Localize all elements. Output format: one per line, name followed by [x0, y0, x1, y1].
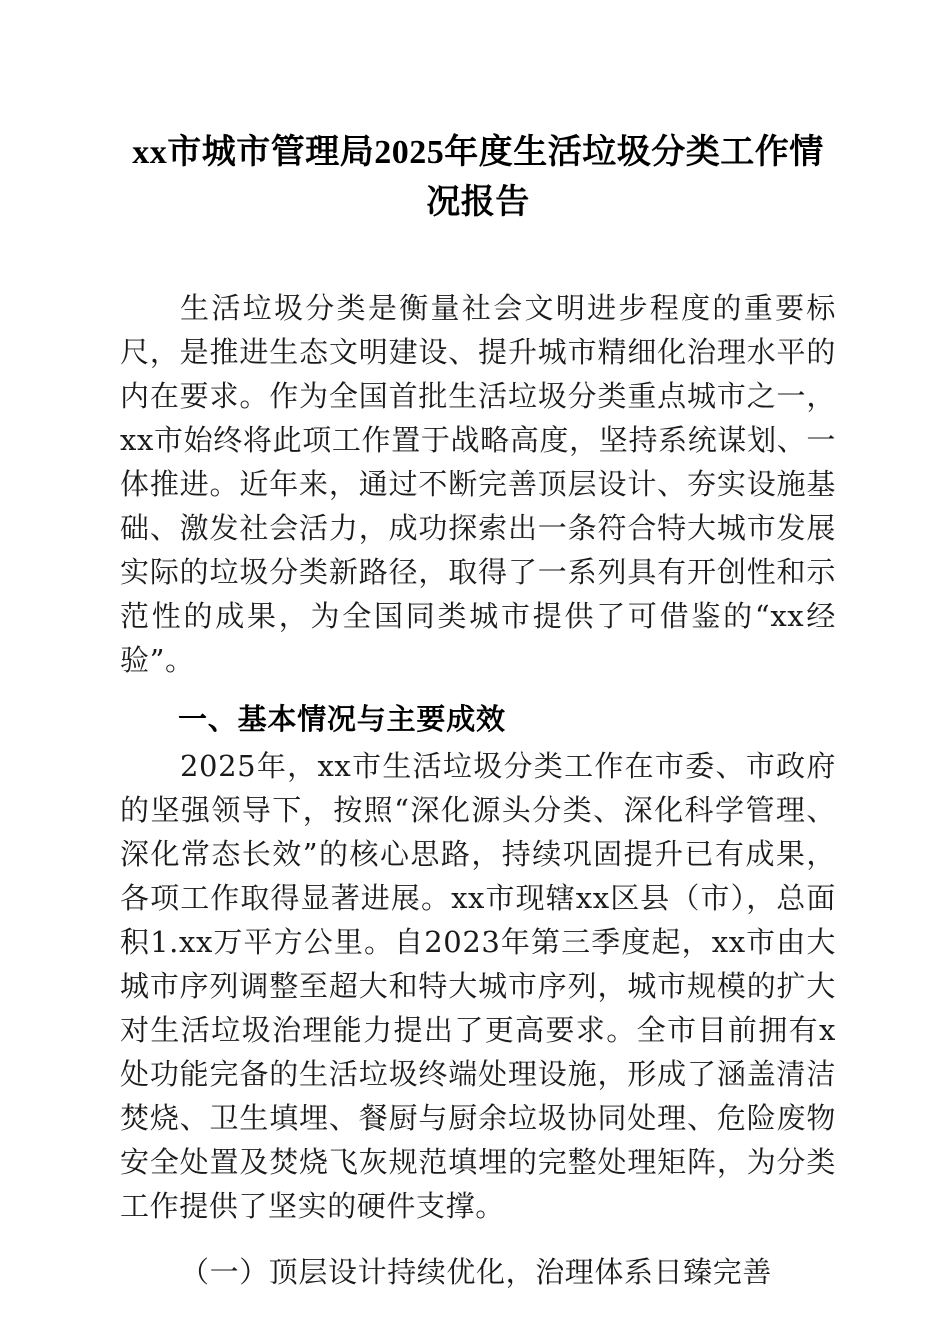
document-title: xx市城市管理局2025年度生活垃圾分类工作情况报告	[132, 134, 824, 221]
subsection-heading-top-level-design: （一）顶层设计持续优化，治理体系日臻完善	[180, 1255, 773, 1289]
section-1-paragraph: 2025年，xx市生活垃圾分类工作在市委、市政府的坚强领导下，按照“深化源头分类、深化科学管理、深化常态长效”的核心思路，持续巩固提升已有成果，各项工作取得显著进展。xx市现辖xx区县（市），总面积1.xx万平方公里。自2023年第三季度起，xx市由大城市序列调整至超大和特大城市序列，城市规模的扩大对生活垃圾治理能力提出了更高要求。全市目前拥有x处功能完备的生活垃圾终端处理设施，形成了涵盖清洁焚烧、卫生填埋、餐厨与厨余垃圾协同处理、危险废物安全处置及焚烧飞灰规范填埋的完整处理矩阵，为分类工作提供了坚实的硬件支撑。	[120, 749, 836, 1223]
document-content	[120, 0, 836, 1294]
section-heading-basic-situation: 一、基本情况与主要成效	[178, 704, 506, 736]
intro-paragraph: 生活垃圾分类是衡量社会文明进步程度的重要标尺，是推进生态文明建设、提升城市精细化治理水平的内在要求。作为全国首批生活垃圾分类重点城市之一，xx市始终将此项工作置于战略高度，坚持系统谋划、一体推进。近年来，通过不断完善顶层设计、夯实设施基础、激发社会活力，成功探索出一条符合特大城市发展实际的垃圾分类新路径，取得了一系列具有开创性和示范性的成果，为全国同类城市提供了可借鉴的“xx经验”。	[120, 291, 836, 677]
